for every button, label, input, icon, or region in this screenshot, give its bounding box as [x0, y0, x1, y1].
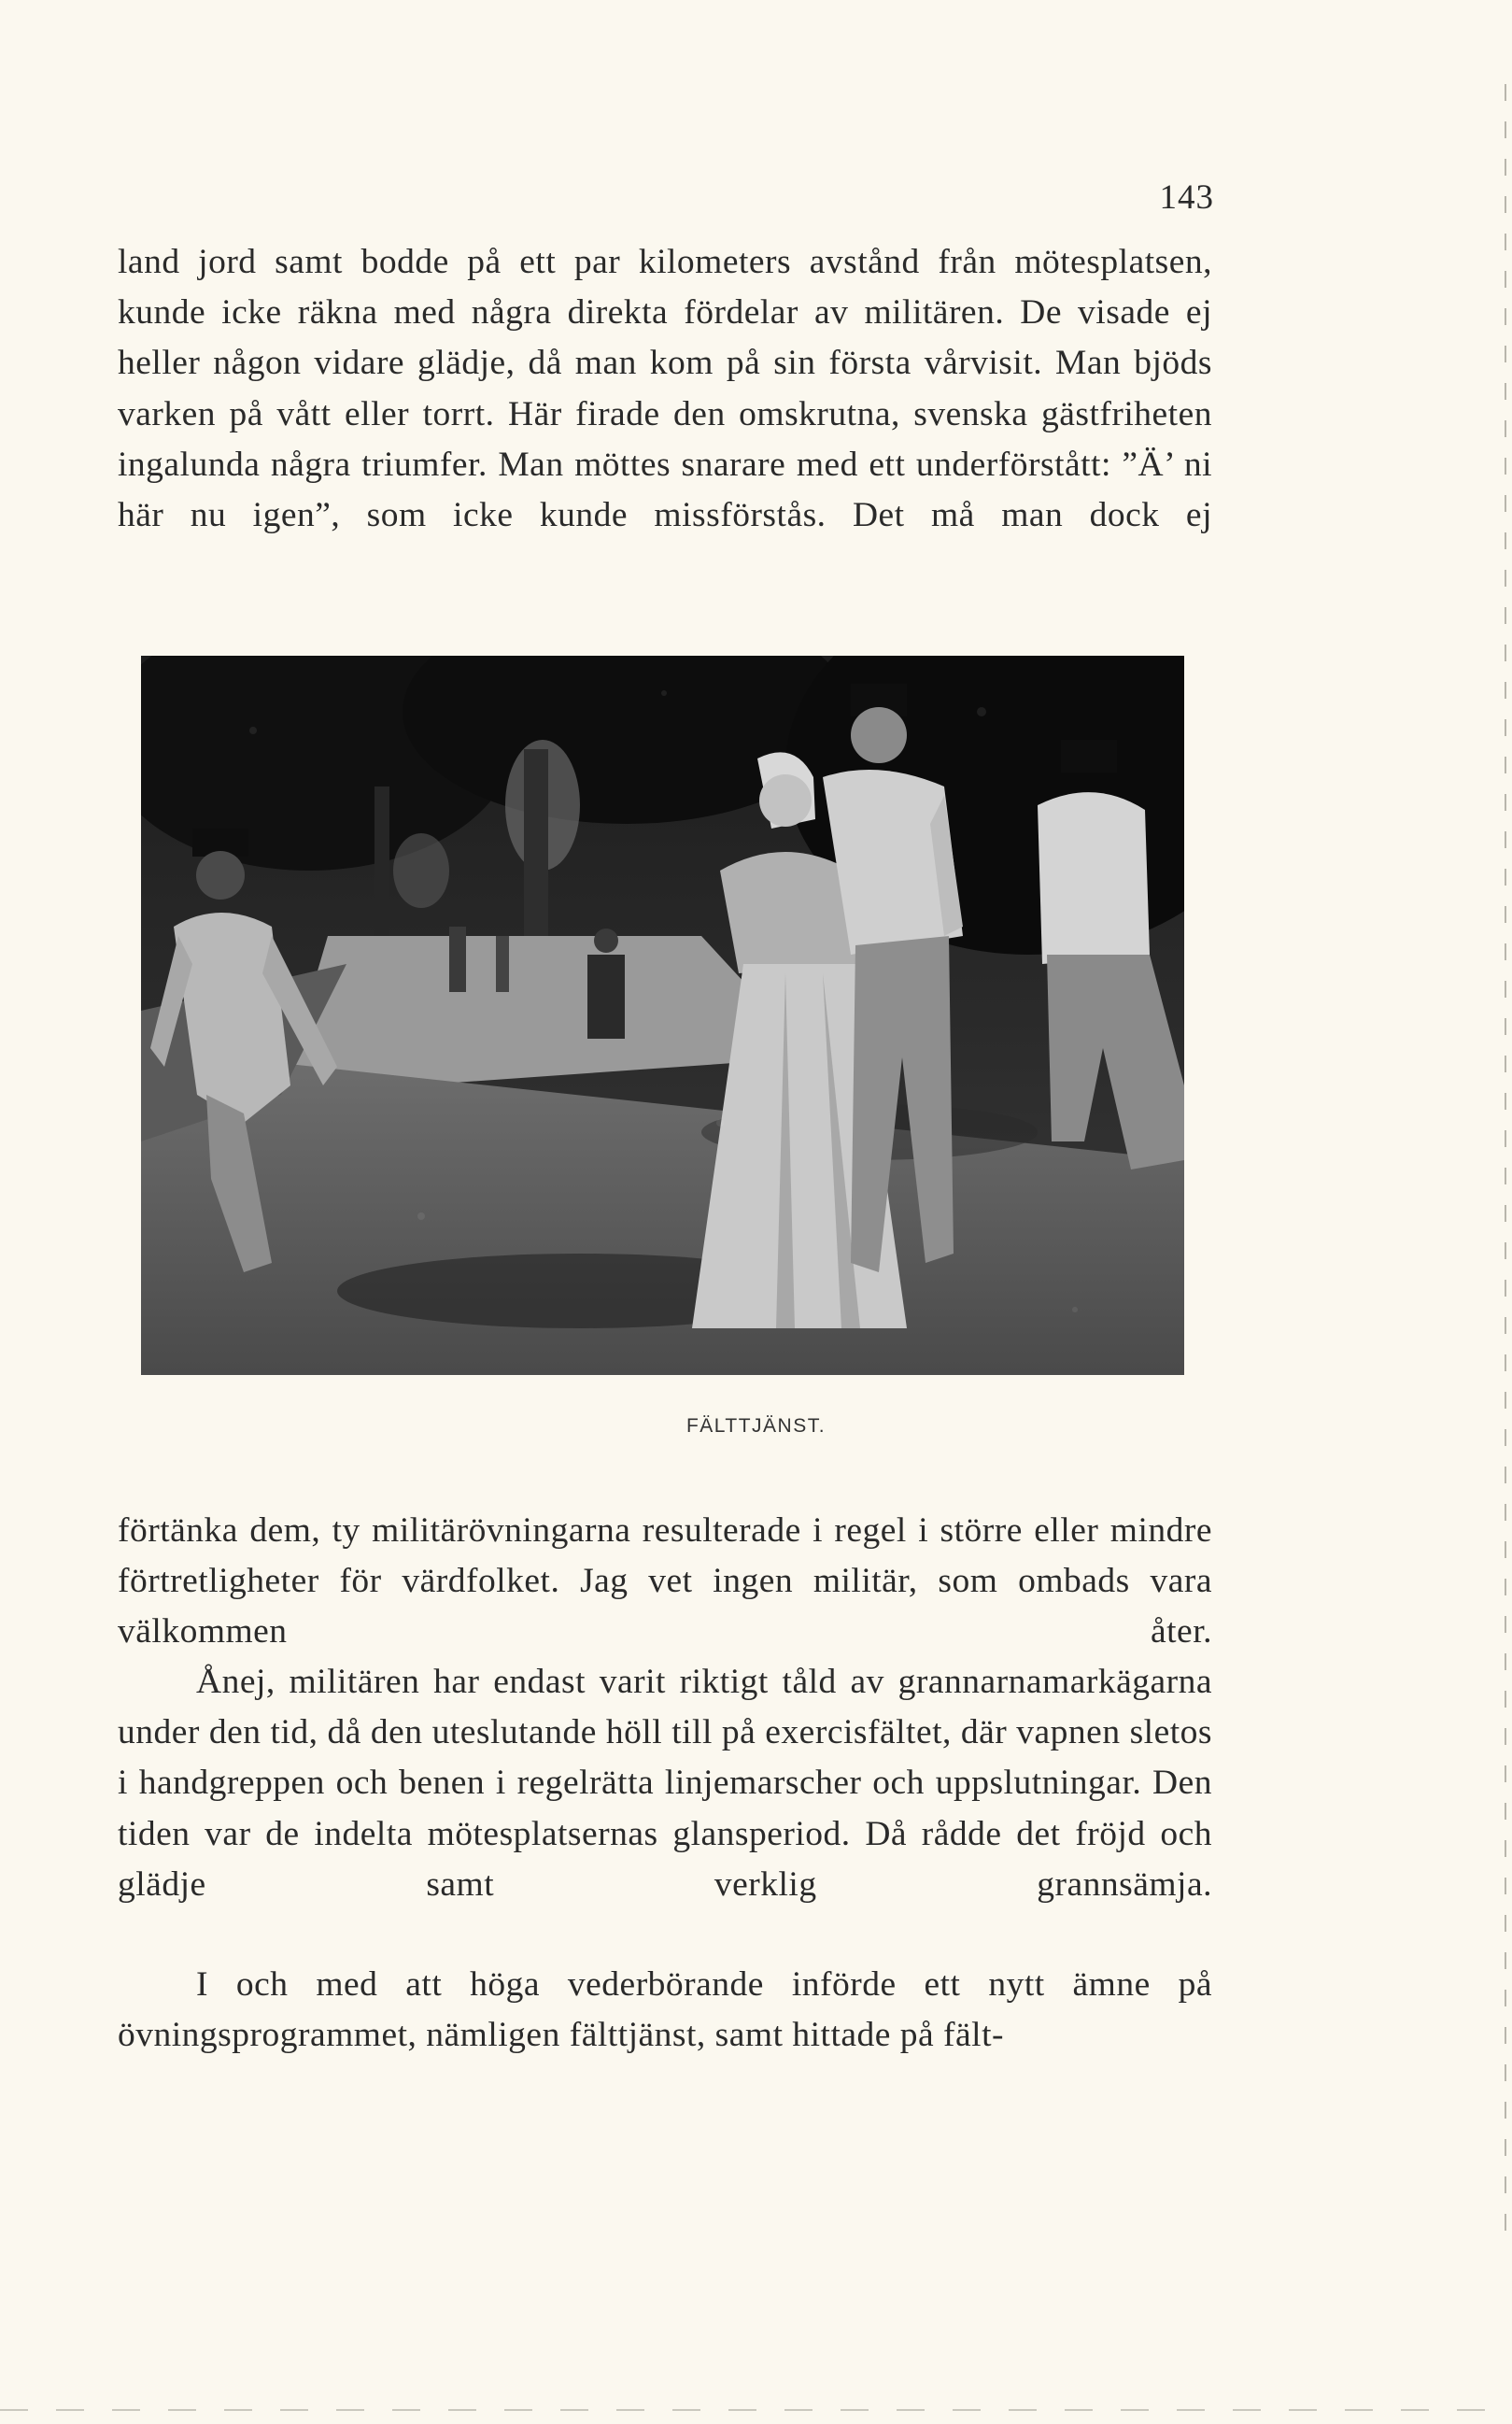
- paragraph-1: land jord samt bodde på ett par kilometers avstånd från mötesplatsen, kunde icke räkna med några direkta fördelar av militären. De visade ej heller någon vidare glädje, då man kom på sin första vårvisit. Man bjöds varken på vått eller torrt. Här firade den omskrutna, svenska gästfriheten ingalunda några triumfer. Man möttes snarare med ett underförstått: ”Ä’ ni här nu igen”, som icke kunde missförstås. Det må man dock ej: [118, 243, 1212, 535]
- page-bottom-mark: [0, 2409, 1512, 2411]
- page-edge-mark: [1505, 84, 1506, 2233]
- photo-caption: FÄLTTJÄNST.: [685, 1415, 827, 1437]
- paragraph-3: Ånej, militären har endast varit riktigt tåld av grannarnamarkägarna under den tid, då den uteslutande höll till på exercisfältet, där vapnen sletos i handgreppen och benen i regelrätta linjemarscher och uppslutningar. Den tiden var de indelta mötesplatsernas glansperiod. Då rådde det fröjd och glädje samt verklig grannsämja.: [118, 1663, 1212, 1904]
- paragraph-2: förtänka dem, ty militärövningarna resulterade i regel i större eller mindre förtretligheter för värdfolket. Jag vet ingen militär, som ombads vara välkommen åter.: [118, 1511, 1212, 1651]
- paragraph-4: I och med att höga vederbörande införde ett nytt ämne på övningsprogrammet, nämligen fälttjänst, samt hittade på fält-: [118, 1965, 1212, 2055]
- page-number: 143: [1159, 178, 1214, 217]
- photograph-field-service: [141, 656, 1184, 1375]
